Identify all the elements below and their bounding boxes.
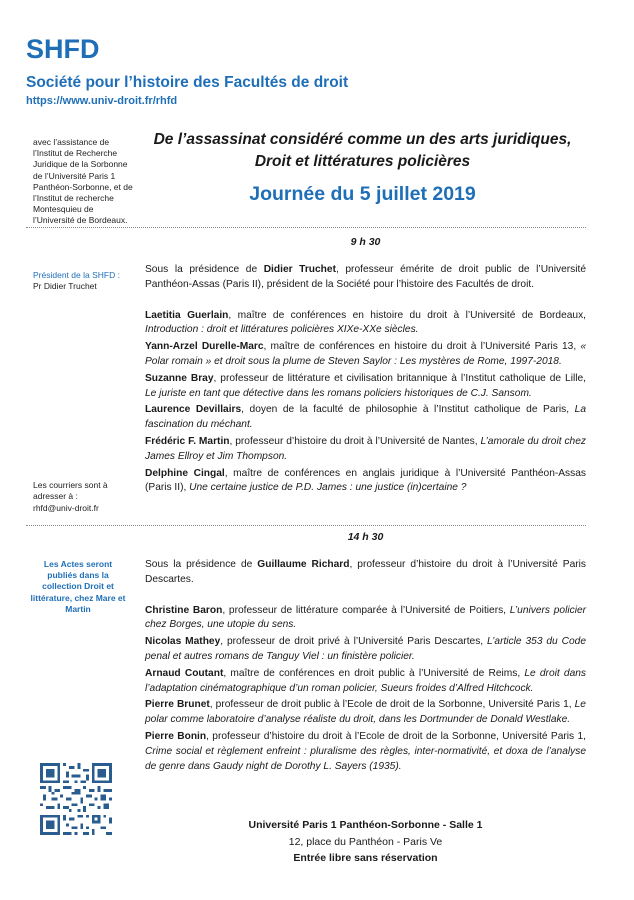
venue-name: Université Paris 1 Panthéon-Sorbonne - Salle 1 [248,819,483,831]
morning-session [145,263,586,498]
afternoon-chair: Sous la présidence de Guillaume Richard, professeur d’histoire du droit à l’Université Paris Descartes. [145,559,587,585]
talk-entry: Laurence Devillairs, doyen de la faculté de philosophie à l’Institut catholique de Paris, La fascination du méchant. [145,404,586,431]
morning-chair: Sous la présidence de Didier Truchet, professeur émérite de droit public de l’Université Panthéon-Assas (Paris II), président de la Société pour l’histoire des Facultés de droit. [145,264,586,290]
afternoon-chair-name: Guillaume Richard [257,559,350,570]
event-title-block [140,129,585,206]
venue-address: 12, place du Panthéon - Paris Ve [288,835,443,848]
divider-top [26,227,586,228]
event-date: Journée du 5 juillet 2019 [249,183,476,205]
talk-entry: Delphine Cingal, maître de conférences en anglais juridique à l’Université Panthéon-Assas (Paris II), Une certaine justice de P.D. James : une justice (in)certaine ? [145,467,586,494]
sidebar-president-label: Président de la SHFD : [33,270,120,280]
sidebar-president-name: Pr Didier Truchet [33,281,97,291]
event-title-line1: De l’assassinat considéré comme un des arts juridiques, [153,131,572,148]
event-title-line2: Droit et littératures policières [254,153,471,170]
entry-note: Entrée libre sans réservation [293,852,438,864]
sidebar-assistance: avec l’assistance de l’Institut de Recherche Juridique de la Sorbonne de l’Université Paris 1 Panthéon-Sorbonne, et de l’Institut de recherche Montesquieu de l’Université de Bordeaux. [33,137,133,226]
morning-chair-name: Didier Truchet [263,264,336,275]
talk-entry: Arnaud Coutant, maître de conférences en droit public à l’Université de Reims, Le droit dans l’adaptation cinématographique d’un roman policier, Sueurs froides d’Alfred Hitchcock. [145,667,586,694]
talk-entry: Yann-Arzel Durelle-Marc, maître de conférences en histoire du droit à l’Université Paris 13, « Polar romain » et droit sous la plume de Steven Saylor : Les mystères de Rome, 1997-2018. [145,341,586,367]
afternoon-time: 14 h 30 [347,531,384,543]
afternoon-session [145,558,586,776]
qr-code-icon[interactable] [40,763,112,835]
sidebar-actes: Les Actes seront publiés dans la collection Droit et littérature, chez Mare et Martin [30,559,126,614]
society-url[interactable]: https://www.univ-droit.fr/rhfd [26,95,178,107]
talk-entry: Laetitia Guerlain, maître de conférences en histoire du droit à l’Université de Bordeaux, Introduction : droit et littératures policières XIXe-XXe siècles. [145,309,586,336]
letterhead [26,34,348,107]
talk-entry: Christine Baron, professeur de littérature comparée à l’Université de Poitiers, L’univers policier chez Borges, une utopie du sens. [145,604,587,631]
talk-entry: Pierre Brunet, professeur de droit public à l’Ecole de droit de la Sorbonne, Université Paris 1, Le polar comme laboratoire d’analyse réaliste du droit, dans les Dortmunder de Donald Westlake. [145,699,586,726]
divider-middle [26,525,586,526]
talk-entry: Nicolas Mathey, professeur de droit privé à l’Université Paris Descartes, L’article 353 du Code penal et autres romans de Tanguy Viel : un finistère policier. [145,636,586,662]
sidebar-mail-address[interactable]: rhfd@univ-droit.fr [33,503,99,513]
talk-entry: Pierre Bonin, professeur d’histoire du droit à l’Ecole de droit de la Sorbonne, Université Paris 1, Crime social et règlement enfreint : pluralisme des règles, inter-normativité, et doxa de l’analyse de genre dans Gaudy night de Dorothy L. Sayers (1935). [145,730,586,772]
talk-entry: Frédéric F. Martin, professeur d’histoire du droit à l’Université de Nantes, L’amorale du droit chez James Ellroy et Jim Thompson. [145,435,586,462]
brand-acronym: SHFD [26,34,100,64]
morning-time: 9 h 30 [350,236,381,248]
sidebar-mail-label: Les courriers sont à adresser à : [33,480,108,502]
society-name: Société pour l’histoire des Facultés de droit [26,74,349,91]
venue-block [145,817,586,867]
talk-entry: Suzanne Bray, professeur de littérature et civilisation britannique à l’Institut catholique de Lille, Le juriste en tant que détective dans les romans policiers historiques de C.J. Sansom. [145,372,586,399]
